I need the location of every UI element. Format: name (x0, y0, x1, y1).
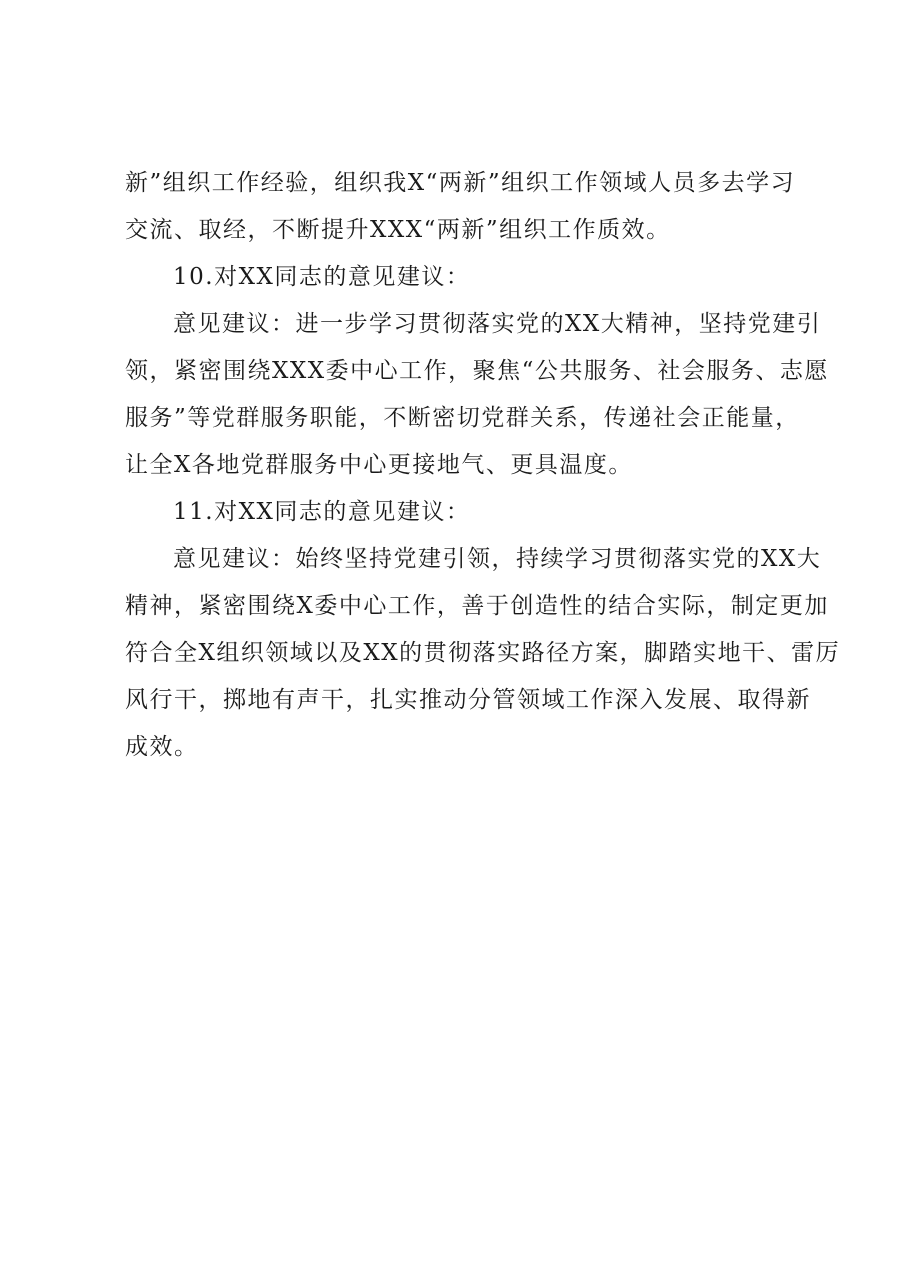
text-line: 符合全X组织领域以及XX的贯彻落实路径方案，脚踏实地干、雷厉 (125, 640, 841, 666)
item-10-section (125, 254, 829, 489)
text-line: 新”组织工作经验，组织我X“两新”组织工作领域人员多去学习 (125, 170, 796, 196)
document-body (125, 160, 841, 771)
item-11-section (125, 489, 841, 771)
text-line: 领，紧密围绕XXX委中心工作，聚焦“公共服务、社会服务、志愿 (125, 358, 829, 384)
text-line: 意见建议：进一步学习贯彻落实党的XX大精神，坚持党建引 (173, 311, 822, 337)
text-line: 交流、取经，不断提升XXX“两新”组织工作质效。 (125, 217, 671, 243)
item-11-heading: 11.对XX同志的意见建议： (173, 499, 471, 525)
text-line: 精神，紧密围绕X委中心工作，善于创造性的结合实际，制定更加 (125, 593, 829, 619)
text-line: 成效。 (125, 734, 199, 760)
text-line: 让全X各地党群服务中心更接地气、更具温度。 (125, 452, 633, 478)
continuation-paragraph (125, 160, 825, 254)
text-line: 意见建议：始终坚持党建引领，持续学习贯彻落实党的XX大 (173, 546, 822, 572)
text-line: 风行干，掷地有声干，扎实推动分管领域工作深入发展、取得新 (125, 687, 811, 713)
item-10-heading: 10.对XX同志的意见建议： (173, 264, 471, 290)
text-line: 服务”等党群服务职能，不断密切党群关系，传递社会正能量， (125, 405, 800, 431)
